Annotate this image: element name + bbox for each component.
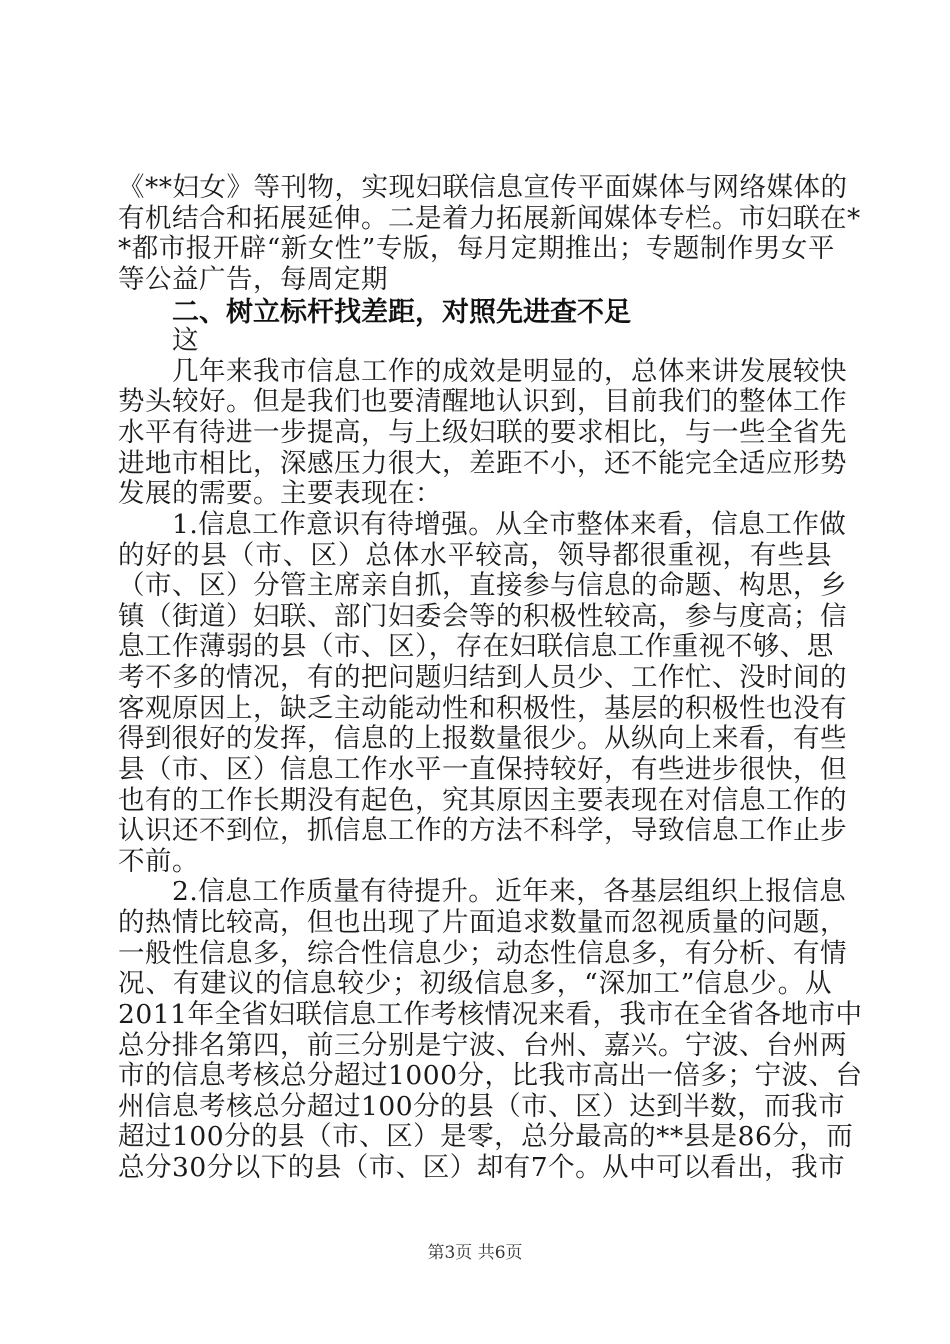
paragraph-first-line: 1.信息工作意识有待增强。从全市整体来看，信息工作做 [172,508,847,540]
text-line: 《**妇女》等刊物，实现妇联信息宣传平面媒体与网络媒体的 [118,172,848,203]
paragraph-first-line: 2.信息工作质量有待提升。近年来，各基层组织上报信息 [172,876,847,908]
text-line: 发展的需要。主要表现在： [118,478,442,510]
section-heading: 二、树立标杆找差距，对照先进查不足 [172,296,631,328]
text-line: 的热情比较高，但也出现了片面追求数量而忽视质量的问题， [118,907,847,938]
text-line: 2011年全省妇联信息工作考核情况来看，我市在全省各地市中 [118,998,863,1030]
text-line: 一般性信息多，综合性信息少；动态性信息多，有分析、有情 [118,937,847,969]
text-line: 州信息考核总分超过100分的县（市、区）达到半数，而我市 [118,1090,846,1122]
text-line: 水平有待进一步提高，与上级妇联的要求相比，与一些全省先 [118,417,847,448]
text-line: 总分排名第四，前三分别是宁波、台州、嘉兴。宁波、台州两 [118,1029,847,1061]
text-line: 认识还不到位，抓信息工作的方法不科学，导致信息工作止步 [118,815,847,847]
page-indicator: 第3页 共6页 [427,1243,523,1263]
text-line: 得到很好的发挥，信息的上报数量很少。从纵向上来看，有些 [118,723,847,755]
paragraph-first-line: 几年来我市信息工作的成效是明显的，总体来讲发展较快 [172,355,847,387]
text-line: 势头较好。但是我们也要清醒地认识到，目前我们的整体工作 [118,386,847,418]
text-line: 不前。 [118,845,199,877]
text-line: 总分30分以下的县（市、区）却有7个。从中可以看出，我市 [118,1152,846,1183]
text-line: 这 [172,325,199,357]
text-line: 超过100分的县（市、区）是零，总分最高的**县是86分，而 [118,1121,854,1153]
text-line: 市的信息考核总分超过1000分，比我市高出一倍多；宁波、台 [118,1060,863,1092]
text-line: 客观原因上，缺乏主动能动性和积极性，基层的积极性也没有 [118,692,847,724]
text-line: 息工作薄弱的县（市、区），存在妇联信息工作重视不够、思 [118,631,834,663]
text-line: 进地市相比，深感压力很大，差距不小，还不能完全适应形势 [118,447,847,479]
text-line: 也有的工作长期没有起色，究其原因主要表现在对信息工作的 [118,784,847,816]
text-line: 镇（街道）妇联、部门妇委会等的积极性较高，参与度高；信 [118,600,847,632]
text-line: 有机结合和拓展延伸。二是着力拓展新闻媒体专栏。市妇联在* [118,202,861,234]
text-line: （市、区）分管主席亲自抓，直接参与信息的命题、构思，乡 [118,570,847,602]
text-line: 况、有建议的信息较少；初级信息多，“深加工”信息少。从 [118,968,832,1000]
text-line: *都市报开辟“新女性”专版，每月定期推出；专题制作男女平 [118,233,835,265]
text-line: 等公益广告，每周定期 [118,263,388,295]
text-line: 的好的县（市、区）总体水平较高，领导都很重视，有些县 [118,539,832,571]
text-line: 考不多的情况，有的把问题归结到人员少、工作忙、没时间的 [118,662,847,693]
text-line: 县（市、区）信息工作水平一直保持较好，有些进步很快，但 [118,753,847,785]
